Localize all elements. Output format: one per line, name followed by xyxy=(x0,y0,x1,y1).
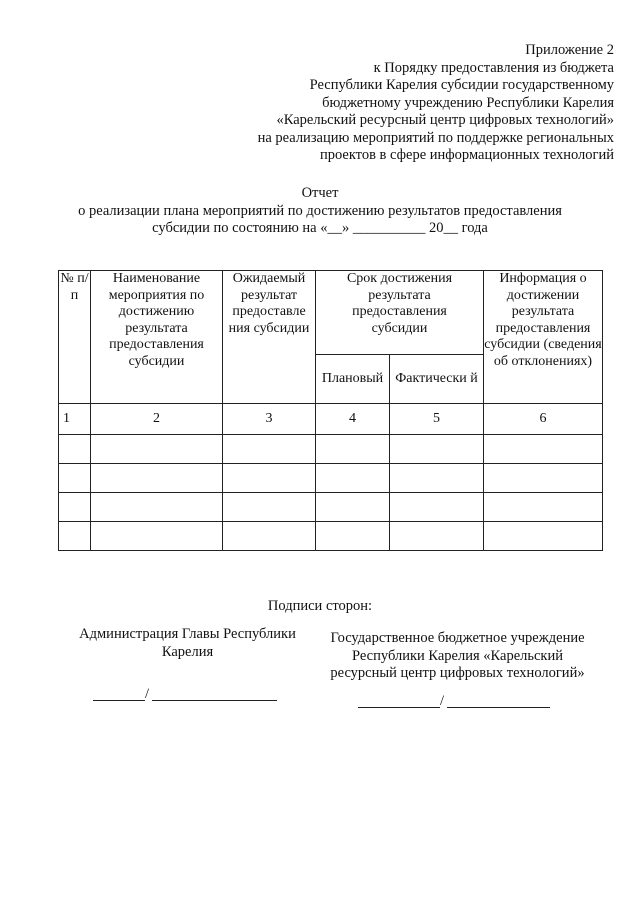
column-number: 2 xyxy=(91,404,223,435)
right-party-name: Государственное бюджетное учреждение Республики Карелия «Карельский ресурсный центр цифровых технологий» xyxy=(330,630,585,681)
report-title: Отчет xyxy=(301,185,339,201)
table-cell xyxy=(316,522,390,551)
header-planned xyxy=(316,355,390,404)
header-expected-label: Ожидаемый результат предоставле ния субсидии xyxy=(228,271,310,336)
table-row xyxy=(59,493,603,522)
table-cell xyxy=(390,522,484,551)
table-cell xyxy=(316,464,390,493)
header-num-label: № п/п xyxy=(60,271,89,303)
signatures-title: Подписи сторон: xyxy=(267,598,373,614)
left-name-line xyxy=(152,700,277,701)
header-deadline-label: Срок достижения результата предоставления субсидии xyxy=(346,271,453,336)
table-cell xyxy=(390,435,484,464)
table-cell xyxy=(223,435,316,464)
header-planned-label: Плановый xyxy=(321,370,384,386)
left-signature-line xyxy=(93,700,145,701)
right-name-line xyxy=(447,707,550,708)
column-number: 6 xyxy=(484,404,603,435)
appendix-line: к Порядку предоставления из бюджета xyxy=(373,59,614,76)
table-cell xyxy=(484,435,603,464)
header-num xyxy=(59,271,91,404)
table-cell xyxy=(59,435,91,464)
header-info-label: Информация о достижении результата предоставления субсидии (сведения об отклонениях) xyxy=(484,271,602,369)
header-expected xyxy=(223,271,316,404)
table-cell xyxy=(484,493,603,522)
appendix-line: бюджетному учреждению Республики Карелия xyxy=(322,94,614,111)
header-info xyxy=(484,271,603,404)
table-row xyxy=(59,522,603,551)
right-signature-separator: / xyxy=(440,693,445,709)
appendix-line: Приложение 2 xyxy=(525,42,614,58)
table-cell xyxy=(59,464,91,493)
report-table xyxy=(58,270,603,551)
report-subtitle-line: субсидии по состоянию на «__» __________ 20__ года xyxy=(152,220,488,236)
header-actual xyxy=(390,355,484,404)
table-cell xyxy=(91,464,223,493)
left-party-name: Администрация Главы Республики Карелия xyxy=(79,626,296,660)
column-number: 5 xyxy=(390,404,484,435)
table-cell xyxy=(316,435,390,464)
appendix-header xyxy=(194,42,614,165)
table-cell xyxy=(484,464,603,493)
report-heading xyxy=(0,185,640,238)
appendix-line: «Карельский ресурсный центр цифровых технологий» xyxy=(276,112,614,128)
table-cell xyxy=(91,522,223,551)
header-actual-label: Фактически й xyxy=(395,370,478,386)
report-subtitle-line: о реализации плана мероприятий по достижению результатов предоставления xyxy=(78,202,562,219)
appendix-line: на реализацию мероприятий по поддержке региональных xyxy=(257,129,614,146)
table-cell xyxy=(390,493,484,522)
table-cell xyxy=(223,522,316,551)
column-number-row xyxy=(59,404,603,435)
table-row xyxy=(59,435,603,464)
right-signature-line xyxy=(358,707,440,708)
appendix-line: Республики Карелия субсидии государственному xyxy=(309,77,614,93)
column-number: 1 xyxy=(59,404,91,435)
table-cell xyxy=(390,464,484,493)
table-cell xyxy=(91,435,223,464)
left-signature-separator: / xyxy=(145,686,150,702)
table-row xyxy=(59,464,603,493)
table-cell xyxy=(91,493,223,522)
header-name xyxy=(91,271,223,404)
column-number: 4 xyxy=(316,404,390,435)
table-cell xyxy=(223,493,316,522)
table-cell xyxy=(223,464,316,493)
header-deadline xyxy=(316,271,484,355)
table-cell xyxy=(59,493,91,522)
table-cell xyxy=(59,522,91,551)
appendix-line: проектов в сфере информационных технологий xyxy=(319,147,614,163)
header-name-label: Наименование мероприятия по достижению результата предоставления субсидии xyxy=(108,271,205,369)
column-number: 3 xyxy=(223,404,316,435)
table-cell xyxy=(484,522,603,551)
table-cell xyxy=(316,493,390,522)
